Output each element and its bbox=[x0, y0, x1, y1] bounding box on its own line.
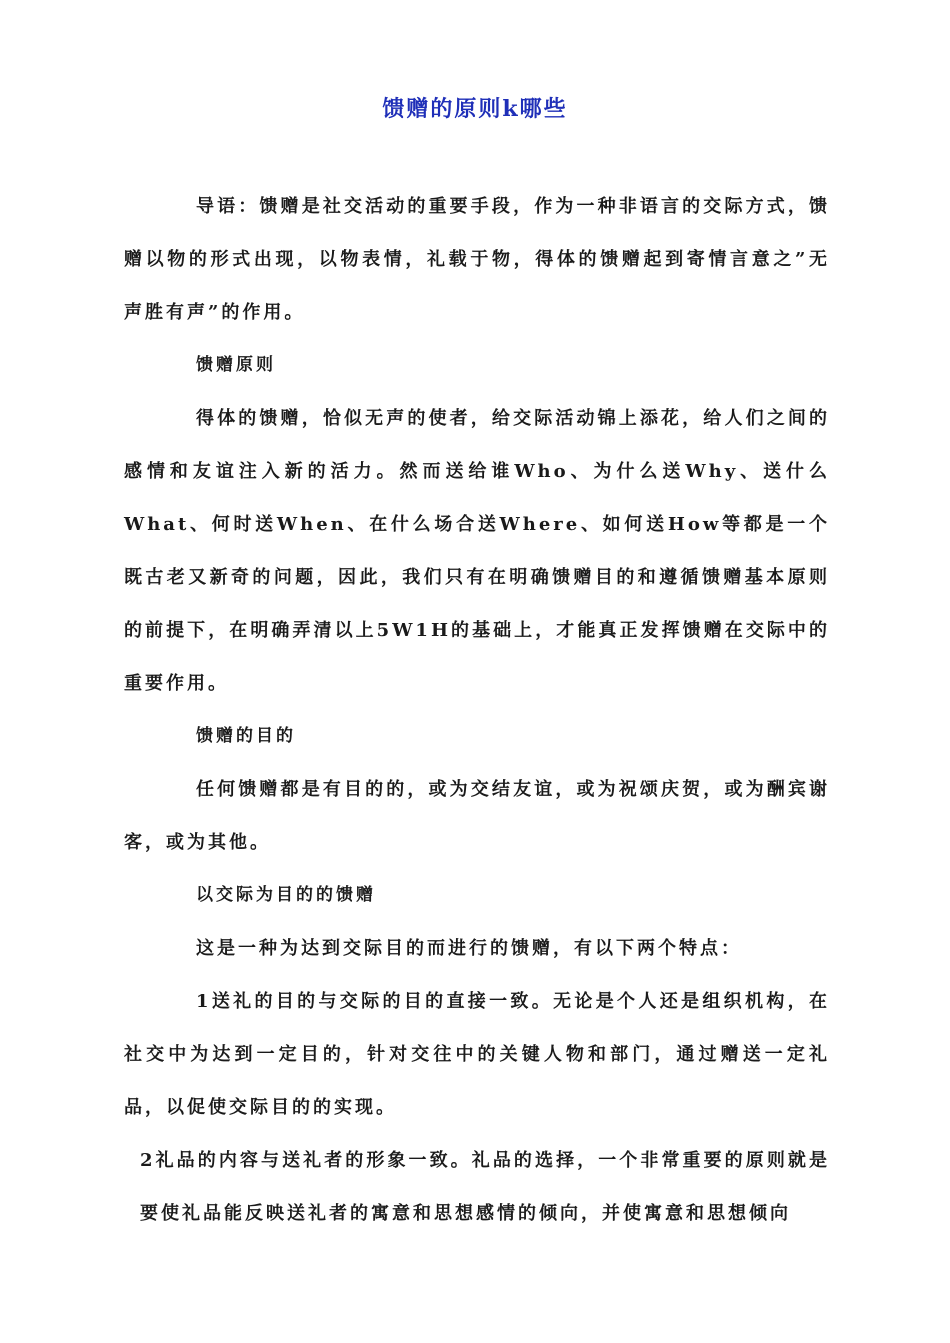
intro-paragraph: 导语：馈赠是社交活动的重要手段，作为一种非语言的交际方式，馈赠以物的形式出现，以物表情，礼载于物，得体的馈赠起到寄情言意之”无声胜有声”的作用。 bbox=[124, 196, 830, 323]
purpose-paragraph: 任何馈赠都是有目的的，或为交结友谊，或为祝颂庆贺，或为酬宾谢客，或为其他。 bbox=[124, 779, 830, 853]
page-title: 馈赠的原则k哪些 bbox=[382, 96, 568, 122]
section-heading-social: 以交际为目的的馈赠 bbox=[196, 885, 376, 905]
point-2-paragraph: 2礼品的内容与送礼者的形象一致。礼品的选择，一个非常重要的原则就是要使礼品能反映送礼者的寓意和思想感情的倾向，并使寓意和思想倾向 bbox=[140, 1150, 830, 1224]
section-heading-purpose: 馈赠的目的 bbox=[196, 726, 296, 746]
social-paragraph: 这是一种为达到交际目的而进行的馈赠，有以下两个特点： bbox=[196, 938, 742, 959]
document-body bbox=[124, 180, 830, 1240]
principles-paragraph: 得体的馈赠，恰似无声的使者，给交际活动锦上添花，给人们之间的感情和友谊注入新的活力。然而送给谁Who、为什么送Why、送什么What、何时送When、在什么场合送Where、如何送How等都是一个既古老又新奇的问题，因此，我们只有在明确馈赠目的和遵循馈赠基本原则的前提下，在明确弄清以上5W1H的基础上，才能真正发挥馈赠在交际中的重要作用。 bbox=[124, 408, 830, 694]
section-heading-principles: 馈赠原则 bbox=[196, 355, 276, 375]
point-1-paragraph: 1送礼的目的与交际的目的直接一致。无论是个人还是组织机构，在社交中为达到一定目的，针对交往中的关键人物和部门，通过赠送一定礼品，以促使交际目的的实现。 bbox=[124, 991, 830, 1118]
